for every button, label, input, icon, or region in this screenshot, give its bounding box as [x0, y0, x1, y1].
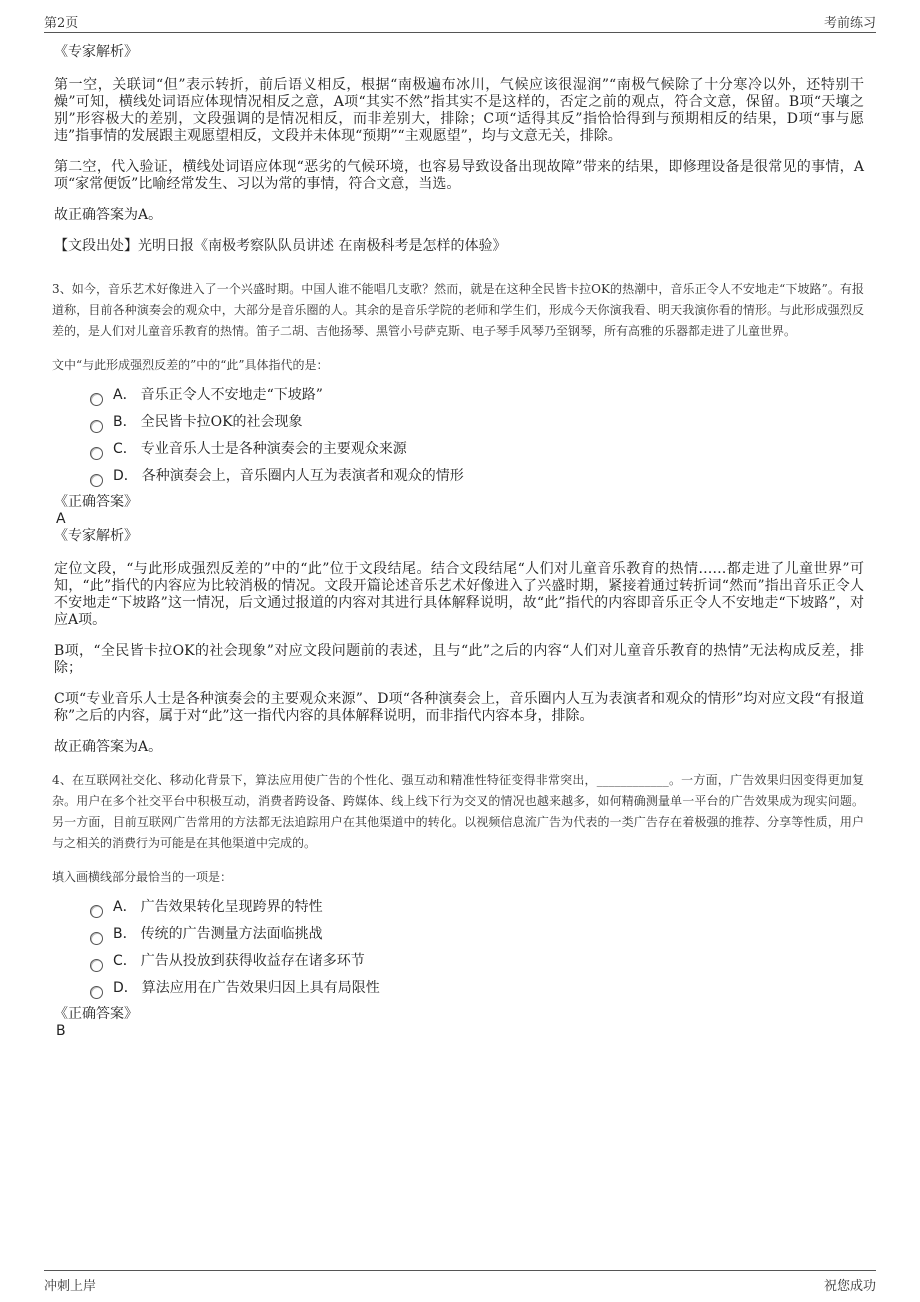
question-prompt-4: 填入画横线部分最恰当的一项是： — [52, 870, 233, 884]
option-text: 算法应用在广告效果归因上具有局限性 — [141, 980, 380, 996]
option-text: 传统的广告测量方法面临挑战 — [140, 926, 323, 942]
options-list-4 — [90, 898, 864, 997]
question-stem-3: 3、如今，音乐艺术好像进入了一个兴盛时期。中国人谁不能唱几支歌？然而，就是在这种全民皆卡拉OK的热潮中，音乐正令人不安地走“下坡路”。有报道称，目前各种演奏会的观众中，大部分是音乐圈的人。其余的是音乐学院的老师和学生们，形成今天你演我看、明天我演你看的情形。与此形成强烈反差的，是人们对儿童音乐教育的热情。笛子二胡、吉他扬琴、黑管小号萨克斯、电子琴手风琴乃至钢琴，所有高雅的乐器都走进了儿童世界。 — [52, 282, 864, 338]
conclusion: 故正确答案为A。 — [54, 207, 163, 223]
header-title: 考前练习 — [823, 16, 876, 31]
question-stem-4: 4、在互联网社交化、移动化背景下，算法应用使广告的个性化、强互动和精准性特征变得非常突出，____________。一方面，广告效果归因变得更加复杂。用户在多个社交平台中积极互动，消费者跨设备、跨媒体、线上线下行为交叉的情况也越来越多，如何精确测量单一平台的广告效果成为现实问题。另一方面，目前互联网广告常用的方法都无法追踪用户在其他渠道中的转化。以视频信息流广告为代表的一类广告存在着极强的推荐、分享等性质，用户与之相关的消费行为可能是在其他渠道中完成的。 — [52, 773, 864, 850]
answer-label: 《正确答案》 — [54, 494, 138, 510]
radio-button[interactable] — [90, 420, 103, 433]
option-3a[interactable] — [90, 386, 864, 404]
option-letter: C． — [113, 441, 137, 457]
options-list-3 — [90, 386, 864, 485]
page-header — [44, 10, 876, 33]
document-content — [54, 44, 864, 1040]
option-text: 广告从投放到获得收益存在诸多环节 — [140, 953, 365, 969]
analysis-label: 《专家解析》 — [54, 528, 138, 544]
page-footer — [44, 1270, 876, 1293]
radio-button[interactable] — [90, 393, 103, 406]
option-4a[interactable] — [90, 898, 864, 916]
option-3c[interactable] — [90, 440, 864, 458]
option-letter: B． — [113, 414, 137, 430]
analysis-paragraph: 第一空，关联词“但”表示转折，前后语义相反，根据“南极遍布冰川，气候应该很湿润”“南极气候除了十分寒冷以外，还特别干燥”可知，横线处词语应体现情况相反之意，A项“其实不然”指其实不是这样的，否定之前的观点，符合文意，保留。B项“天壤之别”形容极大的差别，文段强调的是情况相反，而非差别大，排除；C项“适得其反”指恰恰得到与预期相反的结果，D项“事与愿违”指事情的发展跟主观愿望相反，文段并未体现“预期”“主观愿望”，均与文意无关，排除。 — [54, 77, 864, 144]
radio-button[interactable] — [90, 447, 103, 460]
option-letter: D． — [113, 468, 138, 484]
option-letter: C． — [113, 953, 137, 969]
analysis-label: 《专家解析》 — [54, 44, 138, 60]
option-4c[interactable] — [90, 952, 864, 970]
text-source: 【文段出处】光明日报《南极考察队队员讲述 在南极科考是怎样的体验》 — [54, 238, 507, 254]
option-letter: A． — [113, 899, 137, 915]
radio-button[interactable] — [90, 905, 103, 918]
analysis-paragraph: C项“专业音乐人士是各种演奏会的主要观众来源”、D项“各种演奏会上，音乐圈内人互为表演者和观众的情形”均对应文段“有报道称”之后的内容，属于对“此”这一指代内容的具体解释说明，而非指代内容本身，排除。 — [54, 691, 864, 724]
option-3b[interactable] — [90, 413, 864, 431]
option-text: 全民皆卡拉OK的社会现象 — [140, 414, 303, 430]
analysis-paragraph: 第二空，代入验证，横线处词语应体现“恶劣的气候环境，也容易导致设备出现故障”带来的结果，即修理设备是很常见的事情，A项“家常便饭”比喻经常发生、习以为常的事情，符合文意，当选。 — [54, 159, 864, 192]
radio-button[interactable] — [90, 959, 103, 972]
option-4d[interactable] — [90, 979, 864, 997]
radio-button[interactable] — [90, 932, 103, 945]
option-text: 各种演奏会上，音乐圈内人互为表演者和观众的情形 — [141, 468, 464, 484]
option-4b[interactable] — [90, 925, 864, 943]
option-text: 音乐正令人不安地走“下坡路” — [140, 387, 323, 403]
radio-button[interactable] — [90, 474, 103, 487]
conclusion: 故正确答案为A。 — [54, 739, 163, 755]
option-letter: A． — [113, 387, 137, 403]
answer-label: 《正确答案》 — [54, 1006, 138, 1022]
option-text: 专业音乐人士是各种演奏会的主要观众来源 — [140, 441, 407, 457]
correct-answer: A — [56, 511, 66, 527]
analysis-paragraph: B项，“全民皆卡拉OK的社会现象”对应文段问题前的表述，且与“此”之后的内容“人们对儿童音乐教育的热情”无法构成反差，排除； — [54, 643, 864, 676]
correct-answer: B — [56, 1023, 66, 1039]
page-number: 第2页 — [44, 16, 79, 31]
radio-button[interactable] — [90, 986, 103, 999]
analysis-paragraph: 定位文段，“与此形成强烈反差的”中的“此”位于文段结尾。结合文段结尾“人们对儿童音乐教育的热情……都走进了儿童世界”可知，“此”指代的内容应为比较消极的情况。文段开篇论述音乐艺术好像进入了兴盛时期，紧接着通过转折词“然而”指出音乐正令人不安地走“下坡路”这一情况，后文通过报道的内容对其进行具体解释说明，故“此”指代的内容即音乐正令人不安地走“下坡路”，对应A项。 — [54, 561, 864, 628]
footer-right-text: 祝您成功 — [823, 1279, 876, 1294]
footer-left-text: 冲刺上岸 — [44, 1279, 97, 1294]
option-3d[interactable] — [90, 467, 864, 485]
question-prompt-3: 文中“与此形成强烈反差的”中的“此”具体指代的是： — [52, 358, 329, 372]
option-text: 广告效果转化呈现跨界的特性 — [140, 899, 323, 915]
option-letter: D． — [113, 980, 138, 996]
option-letter: B． — [113, 926, 137, 942]
